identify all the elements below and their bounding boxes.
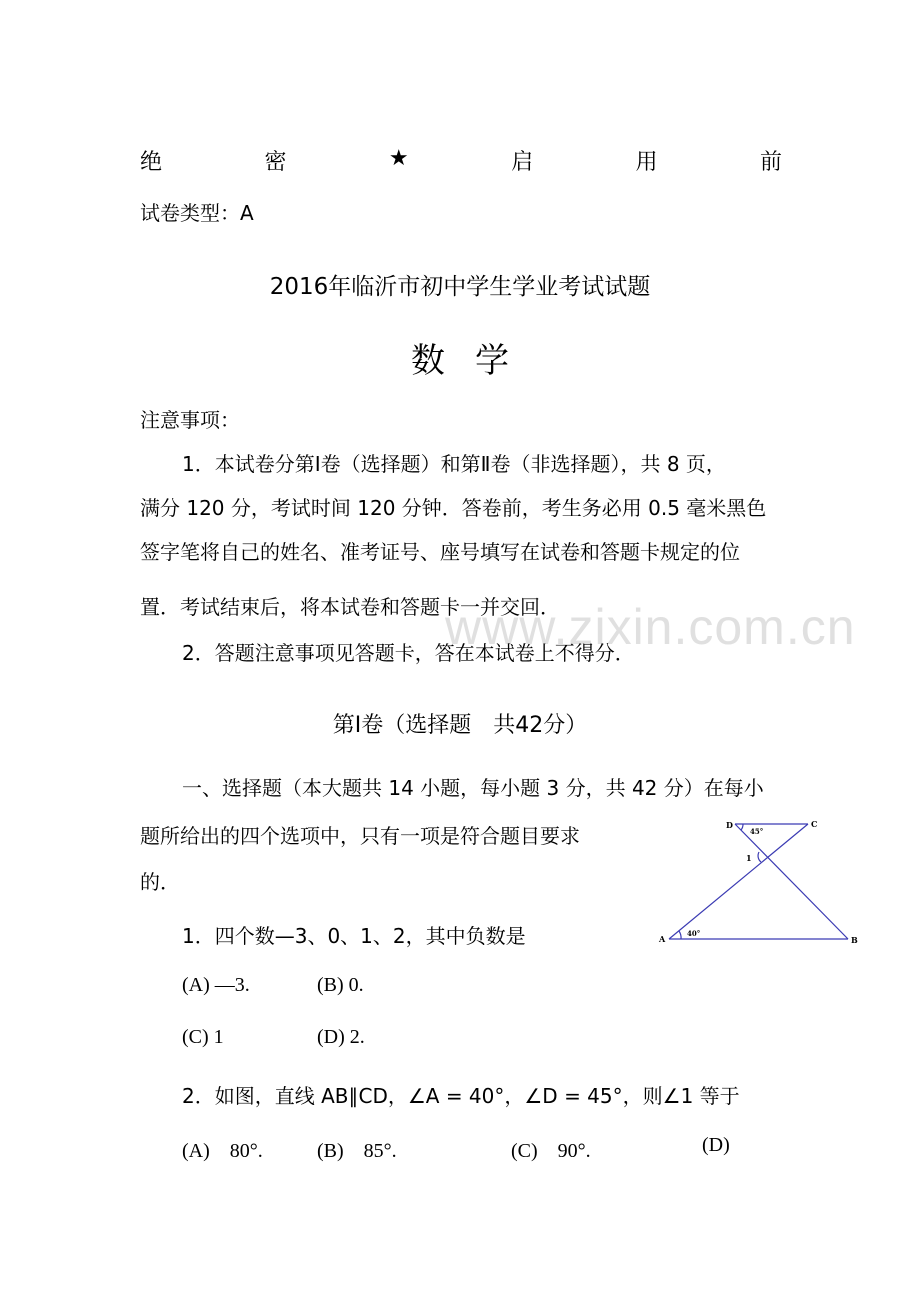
line-ac [669, 824, 808, 939]
q1-option-a: (A) —3. [182, 974, 250, 996]
banner-char: 绝 [140, 149, 163, 174]
notice-heading: 注意事项： [140, 408, 240, 432]
label-angle-1: 1 [746, 853, 752, 863]
paper-type: 试卷类型：A [140, 201, 254, 225]
banner-char: 启 [511, 149, 534, 174]
angle-a-arc [679, 931, 681, 939]
label-d: D [726, 820, 733, 830]
banner-char: 用 [635, 149, 658, 174]
angle-a-label: 40° [687, 929, 701, 938]
q1-option-c: (C) 1 [182, 1026, 224, 1048]
notice-line: 1．本试卷分第Ⅰ卷（选择题）和第Ⅱ卷（非选择题），共 8 页， [182, 452, 726, 476]
line-db [735, 824, 848, 939]
q1-option-d: (D) 2. [317, 1026, 365, 1048]
question-2-stem: 2．如图，直线 AB∥CD，∠A = 40°，∠D = 45°，则∠1 等于 [182, 1084, 740, 1108]
q2-option-c: (C) 90°. [511, 1140, 591, 1162]
notice-line: 2．答题注意事项见答题卡，答在本试卷上不得分． [182, 641, 635, 665]
section-intro-line: 一、选择题（本大题共 14 小题，每小题 3 分，共 42 分）在每小 [182, 776, 764, 800]
notice-line: 签字笔将自己的姓名、准考证号、座号填写在试卷和答题卡规定的位 [140, 540, 740, 564]
notice-line: 置．考试结束后，将本试卷和答题卡一并交回． [140, 595, 560, 619]
section-intro-line: 的． [140, 870, 180, 894]
subject-title: 数学 [411, 341, 539, 381]
q2-option-b: (B) 85°. [317, 1140, 397, 1162]
q2-option-d: (D) [702, 1134, 730, 1156]
q1-option-b: (B) 0. [317, 974, 364, 996]
section-intro-line: 题所给出的四个选项中，只有一项是符合题目要求 [140, 824, 580, 848]
star-icon: ★ [388, 145, 409, 170]
question-1-stem: 1．四个数—3、0、1、2，其中负数是 [182, 924, 526, 948]
angle-1-arc [758, 852, 761, 862]
geometry-figure [650, 812, 870, 952]
label-c: C [811, 819, 818, 829]
label-a: A [659, 934, 666, 944]
banner-char: 密 [264, 149, 287, 174]
angle-d-arc [741, 824, 743, 830]
banner-char: 前 [759, 149, 782, 174]
q2-option-a: (A) 80°. [182, 1140, 263, 1162]
figure-lines [669, 824, 848, 939]
angle-d-label: 45° [750, 827, 764, 836]
watermark: www.zixin.com.cn [445, 599, 856, 655]
exam-title: 2016年临沂市初中学生学业考试试题 [269, 274, 651, 300]
label-b: B [851, 935, 858, 945]
confidential-banner [140, 145, 782, 176]
section-title: 第Ⅰ卷（选择题 共42分） [332, 713, 588, 738]
notice-line: 满分 120 分，考试时间 120 分钟．答卷前，考生务必用 0.5 毫米黑色 [140, 496, 767, 520]
